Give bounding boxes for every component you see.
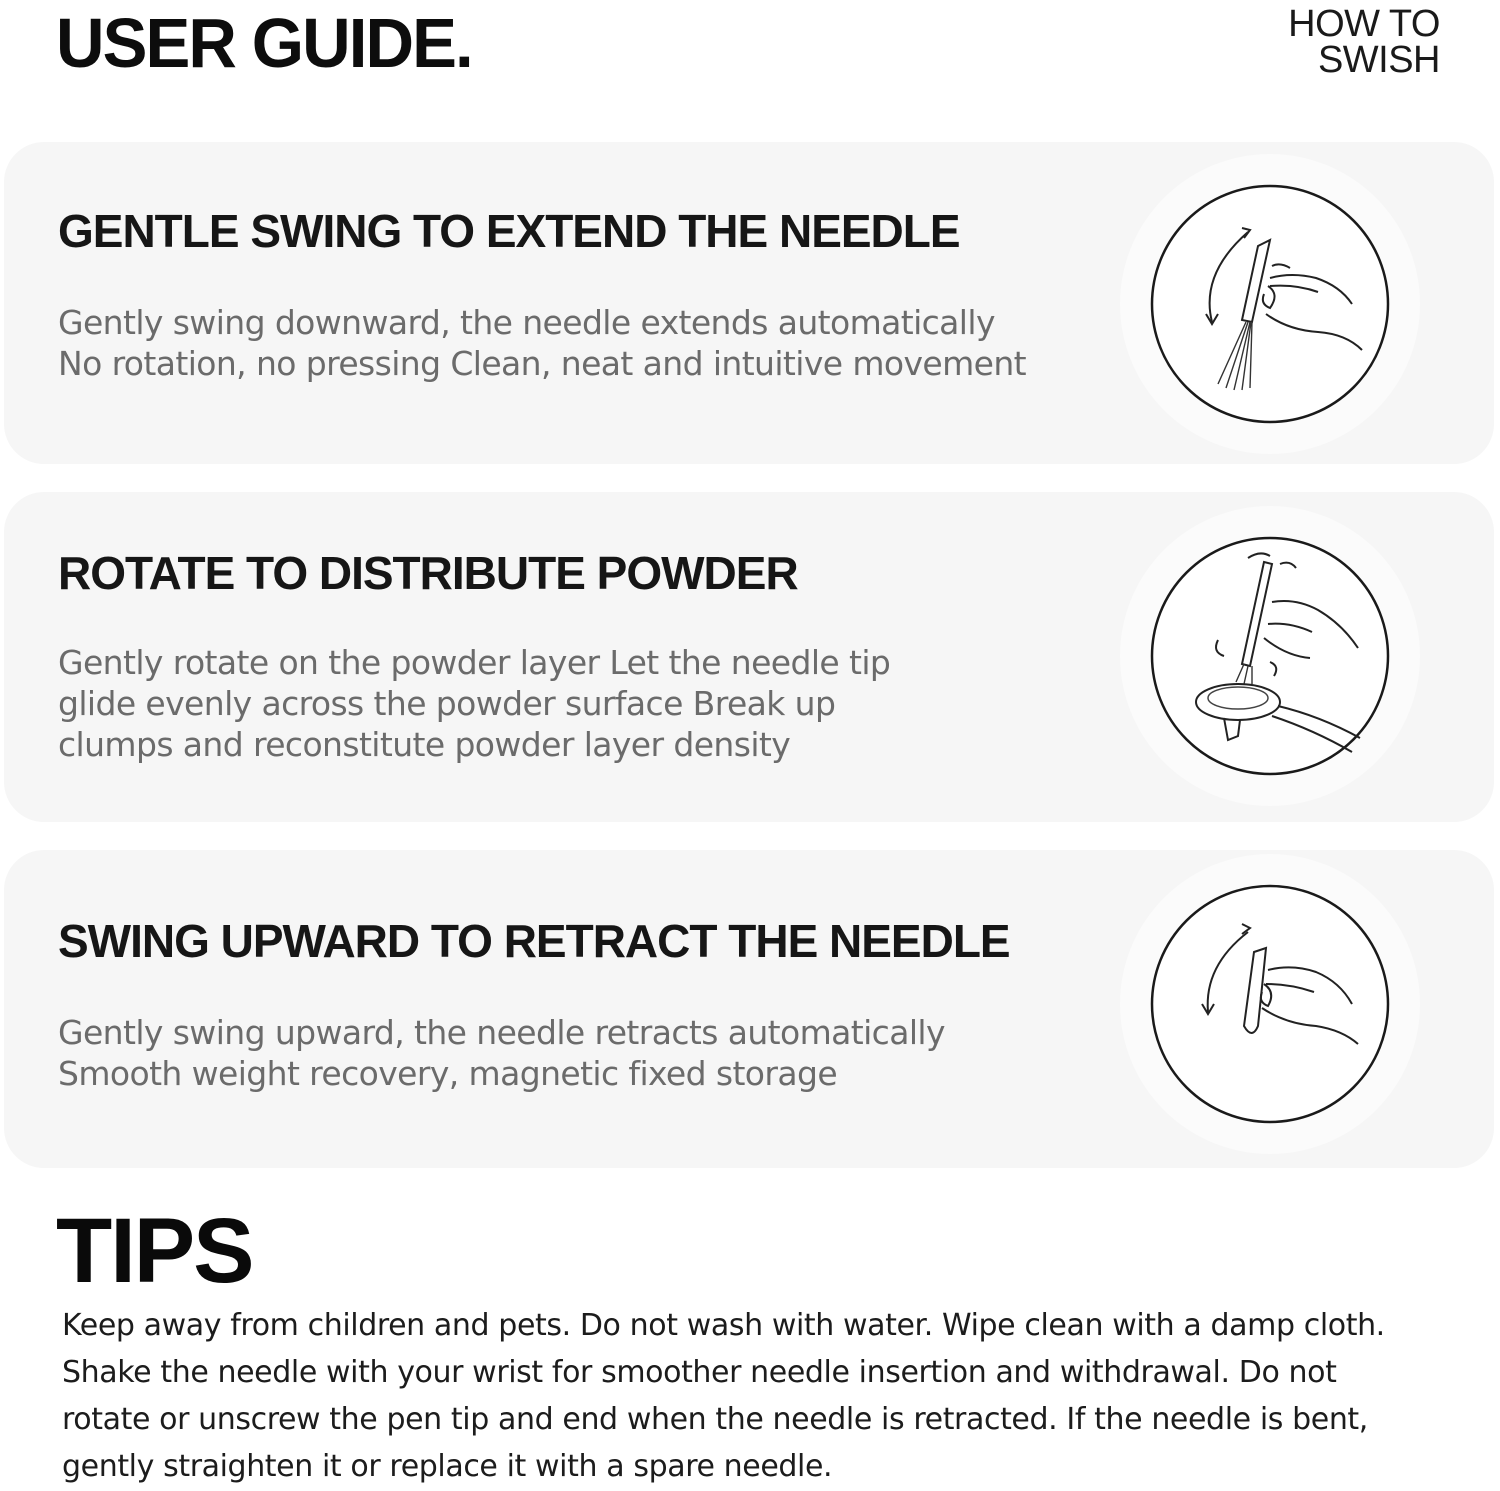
how-to-label-line1: HOW TO	[1288, 3, 1440, 45]
step-description-line: Gently swing downward, the needle extends automatically	[58, 303, 995, 342]
step-description	[58, 1012, 1068, 1094]
how-to-swish-label	[1288, 3, 1440, 81]
tips-line: Shake the needle with your wrist for smoother needle insertion and withdrawal. Do not	[62, 1355, 1337, 1390]
how-to-label-line2: SWISH	[1317, 39, 1440, 81]
illustration-circle	[1120, 154, 1420, 454]
step-heading: ROTATE TO DISTRIBUTE POWDER	[58, 547, 798, 599]
step-description	[58, 302, 1068, 384]
step-description-line: Smooth weight recovery, magnetic fixed storage	[58, 1054, 838, 1093]
step-heading: GENTLE SWING TO EXTEND THE NEEDLE	[58, 205, 960, 257]
hand-swing-down-icon	[1120, 154, 1420, 454]
step-card-extend	[4, 142, 1494, 464]
step-description-line: Gently rotate on the powder layer Let the needle tip	[58, 643, 891, 682]
illustration-circle	[1120, 506, 1420, 806]
illustration-circle	[1120, 854, 1420, 1154]
step-description-line: glide evenly across the powder surface Break up	[58, 684, 836, 723]
hand-swing-up-icon	[1120, 854, 1420, 1154]
tips-line: Keep away from children and pets. Do not wash with water. Wipe clean with a damp cloth.	[62, 1308, 1385, 1343]
step-card-retract	[4, 850, 1494, 1168]
tips-line: rotate or unscrew the pen tip and end when the needle is retracted. If the needle is bent,	[62, 1402, 1368, 1437]
step-heading: SWING UPWARD TO RETRACT THE NEEDLE	[58, 915, 1010, 967]
tips-line: gently straighten it or replace it with a spare needle.	[62, 1449, 833, 1484]
step-card-rotate	[4, 492, 1494, 822]
step-description-line: Gently swing upward, the needle retracts automatically	[58, 1013, 945, 1052]
step-description-line: clumps and reconstitute powder layer density	[58, 725, 791, 764]
hand-rotate-portafilter-icon	[1120, 506, 1420, 806]
tips-title: TIPS	[56, 1200, 253, 1302]
page-title: USER GUIDE.	[56, 4, 472, 82]
tips-text	[62, 1302, 1462, 1490]
step-description-line: No rotation, no pressing Clean, neat and intuitive movement	[58, 344, 1027, 383]
step-description	[58, 642, 1068, 765]
